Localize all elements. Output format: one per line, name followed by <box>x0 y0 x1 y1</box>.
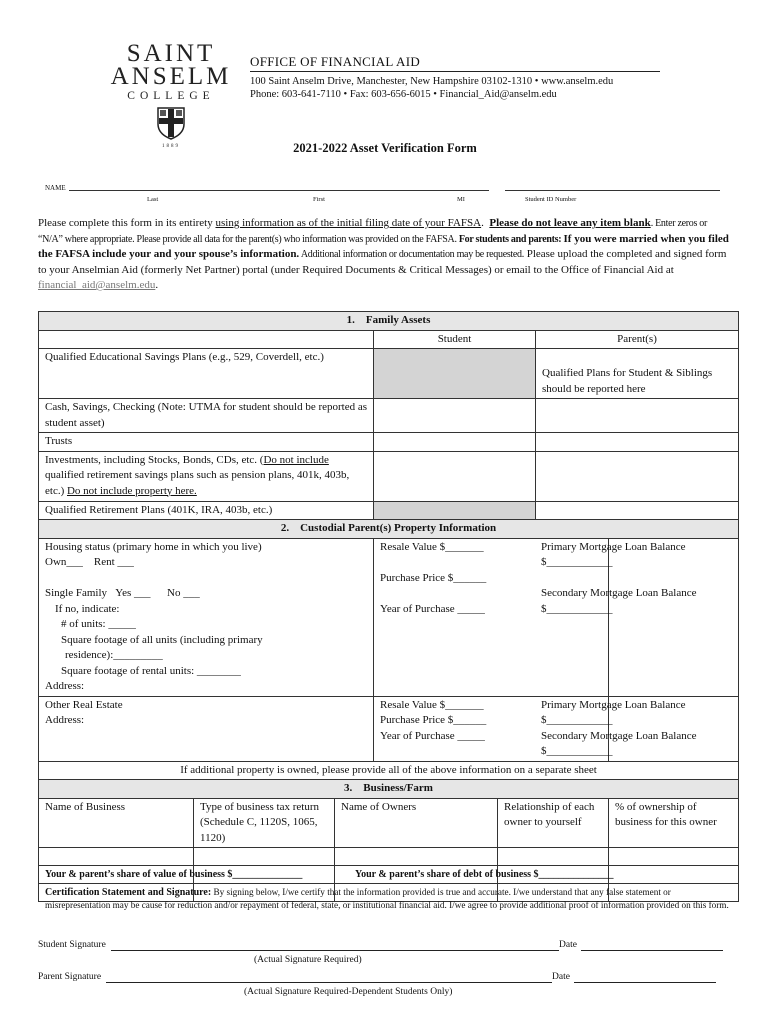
student-signature-line[interactable] <box>111 950 559 951</box>
instructions-underline: using information as of the initial filing date of your FAFSA <box>215 217 482 229</box>
row-trusts-label: Trusts <box>39 433 374 452</box>
row-cash-label: Cash, Savings, Checking (Note: UTMA for student should be reported as student asset) <box>39 399 374 433</box>
other-secondary-mortgage-field[interactable]: $____________ <box>541 745 613 757</box>
owners-name-header: Name of Owners <box>335 798 498 848</box>
row-529-student-cell <box>374 349 536 399</box>
form-title: 2021-2022 Asset Verification Form <box>293 141 477 155</box>
secondary-mortgage-field[interactable]: $____________ <box>541 602 613 615</box>
other-resale-field[interactable]: Resale Value $_______ <box>380 698 484 711</box>
other-purchase-field[interactable]: Purchase Price $______ <box>380 714 487 726</box>
single-family-field[interactable]: Single Family Yes ___ No ___ <box>45 587 200 599</box>
mi-label: MI <box>457 196 465 203</box>
other-address-field[interactable]: Address: <box>45 714 85 726</box>
student-signature-note: (Actual Signature Required) <box>254 955 362 965</box>
instructions: Please complete this form in its entirety using information as of the initial filing date of your FAFSA. Please do not leave any item blank. Enter zeros or “N/A” where appropriate. Please provide all data for the parent(s) who information was provided on the FAFSA. For students and parents: If you were married when you filed the FAFSA include your and your spouse’s information. Additional information or documentation may be requested. Please upload the completed and signed form to your Anselmian Aid (formerly Net Partner) portal (under Required Documents & Critical Messages) or email to the Office of Financial Aid at financial_aid@anselm.edu. <box>38 217 729 291</box>
parent-signature-row <box>38 972 738 1002</box>
founded-year: 1889 <box>162 144 180 149</box>
row-cash-parent-input[interactable] <box>536 399 739 433</box>
logo-line-1: SAINT <box>126 40 216 67</box>
parent-signature-note: (Actual Signature Required-Dependent Students Only) <box>244 987 453 997</box>
other-year-field[interactable]: Year of Purchase _____ <box>380 729 485 742</box>
student-date-label: Date <box>559 940 577 950</box>
instructions-text-4: Please upload the completed and signed form to your Anselmian Aid (formerly Net Partner) portal (under Required Documents & Critical Messages) or email to the Office of Financial Aid at <box>38 248 727 276</box>
office-contact: Phone: 603-641-7110 • Fax: 603-656-6015 • Financial_Aid@anselm.edu <box>250 89 557 100</box>
name-label: NAME <box>45 184 66 192</box>
name-input-line[interactable] <box>69 190 489 191</box>
instructions-bold: Please do not leave any item blank <box>489 217 651 229</box>
asset-table <box>38 311 739 902</box>
certification-label: Certification Statement and Signature: <box>45 887 212 898</box>
investments-text-a: Investments, including Stocks, Bonds, CDs, etc. ( <box>45 453 264 466</box>
purchase-price-field[interactable]: Purchase Price $______ <box>380 571 487 584</box>
row-investments-label <box>39 451 374 501</box>
additional-property-note: If additional property is owned, please provide all of the above information on a separate sheet <box>39 761 739 780</box>
sqft-all-field[interactable]: Square footage of all units (including primary <box>61 633 263 646</box>
family-assets-heading: 1. Family Assets <box>39 312 739 331</box>
units-field[interactable]: # of units: _____ <box>61 618 136 630</box>
ownership-pct-header: % of ownership of business for this owner <box>609 798 739 848</box>
resale-value-field[interactable]: Resale Value $_______ <box>380 540 484 553</box>
sqft-all-field-2[interactable]: residence):_________ <box>65 649 163 661</box>
parent-column-header: Parent(s) <box>536 330 739 349</box>
last-name-label: Last <box>147 196 159 203</box>
row-retirement-student-cell <box>374 501 536 520</box>
row-529-label: Qualified Educational Savings Plans (e.g., 529, Coverdell, etc.) <box>39 349 374 399</box>
housing-status-label: Housing status (primary home in which you live) <box>45 540 262 553</box>
student-id-input-line[interactable] <box>505 190 720 191</box>
other-real-estate-cell[interactable] <box>39 696 374 761</box>
other-primary-mortgage-field[interactable]: $____________ <box>541 714 613 726</box>
row-retirement-label: Qualified Retirement Plans (401K, IRA, 403b, etc.) <box>39 501 374 520</box>
business-farm-heading: 3. Business/Farm <box>39 780 739 799</box>
parent-date-label: Date <box>552 972 570 982</box>
parent-signature-line[interactable] <box>106 982 552 983</box>
parent-signature-label: Parent Signature <box>38 972 102 982</box>
name-row <box>45 184 725 208</box>
instructions-bold-2: For students and parents: <box>458 233 564 245</box>
header-rule <box>250 71 660 72</box>
office-address: 100 Saint Anselm Drive, Manchester, New Hampshire 03102-1310 • www.anselm.edu <box>250 76 614 87</box>
logo-line-2: ANSELM <box>110 63 232 90</box>
year-of-purchase-field[interactable]: Year of Purchase _____ <box>380 602 485 615</box>
instructions-text-3: Additional information or documentation may be requested. <box>299 249 524 260</box>
secondary-mortgage-label: Secondary Mortgage Loan Balance <box>541 587 697 599</box>
share-debt-field[interactable]: Your & parent’s share of debt of business $_______________ <box>355 869 614 880</box>
investments-text-b: qualified retirement savings plans such as pension plans, 401k, 403b, etc.) <box>45 469 350 497</box>
instructions-text-2: . Enter zeros or “N/A” where appropriate. Please provide all data for the parent(s) who information was provided on the FAFSA. <box>38 218 707 245</box>
row-trusts-parent-input[interactable] <box>536 433 739 452</box>
certification-text: By signing below, I/we certify that the information provided is true and accurate. I/we understand that any false statement or misrepresentation may be cause for reduction and/or repayment of federal, state, or institutional financial aid. I/we agree to provide additional proof of information provided on this form. <box>45 887 729 910</box>
business-row-1-pct[interactable] <box>609 848 739 866</box>
business-row-1-name[interactable] <box>39 848 194 866</box>
primary-mortgage-field[interactable]: $____________ <box>541 556 613 568</box>
student-signature-row <box>38 940 738 970</box>
parent-date-line[interactable] <box>574 982 716 983</box>
business-type-header: Type of business tax return (Schedule C, 1120S, 1065, 1120) <box>194 798 335 848</box>
blank-header-cell <box>39 330 374 349</box>
own-rent-field[interactable]: Own___ Rent ___ <box>45 556 134 568</box>
college-logo <box>110 40 232 149</box>
crest-icon <box>156 106 186 140</box>
primary-address-field[interactable]: Address: <box>45 680 85 692</box>
if-no-label: If no, indicate: <box>55 602 120 615</box>
row-investments-student-input[interactable] <box>374 451 536 501</box>
other-real-estate-label: Other Real Estate <box>45 698 123 711</box>
business-row-1-owners[interactable] <box>335 848 498 866</box>
office-header <box>250 54 660 101</box>
other-primary-mortgage-label: Primary Mortgage Loan Balance <box>541 698 686 711</box>
certification-statement <box>45 886 735 912</box>
relationship-header: Relationship of each owner to yourself <box>498 798 609 848</box>
student-column-header: Student <box>374 330 536 349</box>
housing-status-cell[interactable] <box>39 538 374 696</box>
investments-underline-b: Do not include property here. <box>66 484 197 497</box>
mortgage-spacer <box>611 571 732 587</box>
student-signature-label: Student Signature <box>38 940 106 950</box>
instructions-text: Please complete this form in its entirety <box>38 217 216 229</box>
other-secondary-mortgage-label: Secondary Mortgage Loan Balance <box>541 729 697 742</box>
other-mortgage-cell[interactable] <box>541 696 739 761</box>
sqft-rental-field[interactable]: Square footage of rental units: ________ <box>61 664 241 677</box>
primary-mortgage-label: Primary Mortgage Loan Balance <box>541 540 686 553</box>
business-share-row <box>45 869 735 880</box>
row-retirement-parent-input[interactable] <box>536 501 739 520</box>
primary-mortgage-cell[interactable] <box>541 538 739 696</box>
business-name-header: Name of Business <box>39 798 194 848</box>
row-investments-parent-input[interactable] <box>536 451 739 501</box>
student-date-line[interactable] <box>581 950 723 951</box>
share-value-field[interactable]: Your & parent’s share of value of business $______________ <box>45 869 303 880</box>
email-link[interactable]: financial_aid@anselm.edu <box>38 279 156 291</box>
student-id-label: Student ID Number <box>525 196 577 203</box>
logo-line-3: COLLEGE <box>127 90 215 102</box>
business-row-1-relation[interactable] <box>498 848 609 866</box>
row-cash-student-input[interactable] <box>374 399 536 433</box>
row-trusts-student-input[interactable] <box>374 433 536 452</box>
first-name-label: First <box>313 196 325 203</box>
custodial-property-heading: 2. Custodial Parent(s) Property Information <box>39 520 739 539</box>
business-row-1-type[interactable] <box>194 848 335 866</box>
office-title: OFFICE OF FINANCIAL AID <box>250 54 421 69</box>
housing-spacer <box>45 571 367 587</box>
investments-underline-a: Do not include <box>263 453 329 466</box>
instructions-bold-3: If you were married when you filed the FAFSA include your and your spouse’s information. <box>38 232 729 260</box>
row-529-parent-note: Qualified Plans for Student & Siblings should be reported here <box>536 349 739 399</box>
